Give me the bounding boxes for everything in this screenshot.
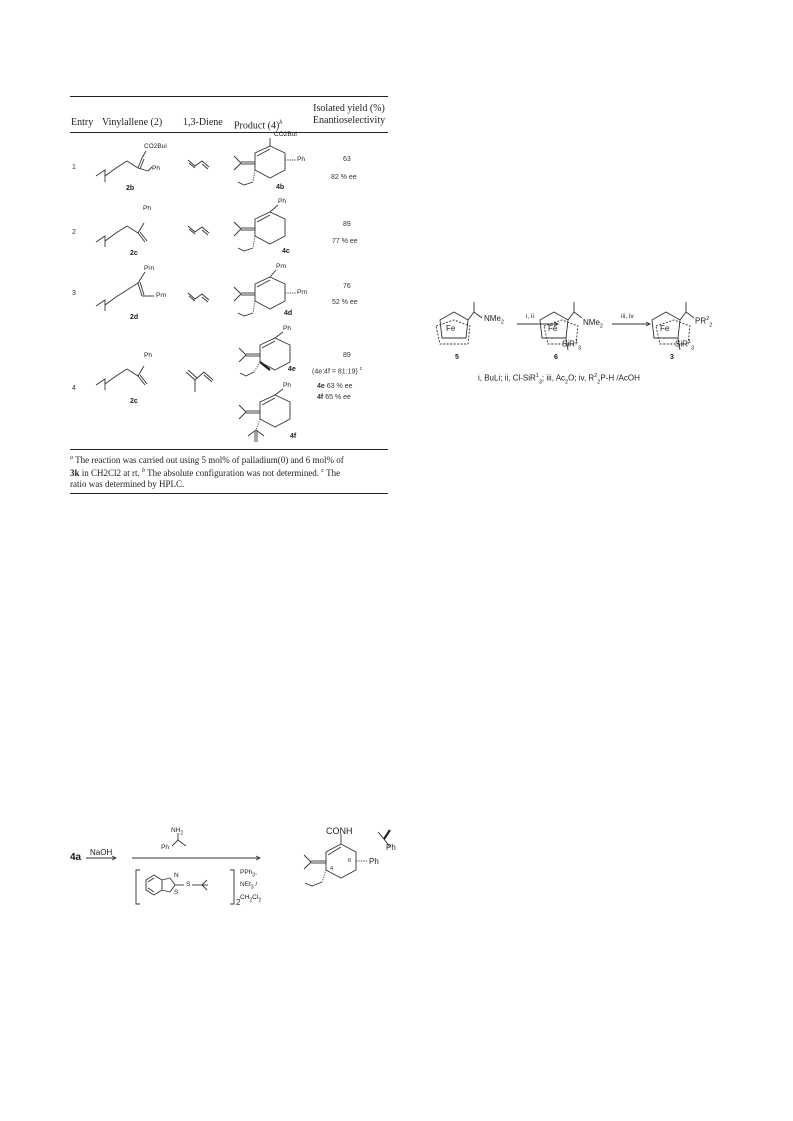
fe-label-6: Fe xyxy=(548,324,558,333)
reagents-right: PPh$_3$, NEt$_3$ / $CH_2Cl_2$ xyxy=(240,869,262,903)
header-diene: 1,3-Diene xyxy=(183,117,223,128)
nme2-label-5: NMe$_2$ xyxy=(484,314,504,326)
amine-nh2: $NH_2$ xyxy=(171,827,184,837)
entry-1: 1 xyxy=(72,164,76,171)
ee-3: 52 % ee xyxy=(332,299,358,306)
yield-4: 89 xyxy=(343,352,351,359)
ee-1: 82 % ee xyxy=(331,174,357,181)
pr2-label-3: $PR^2_2$ xyxy=(695,316,713,329)
butadiene-1 xyxy=(188,160,209,169)
amine-ph: Ph xyxy=(161,844,169,851)
arrow-1-label: i, ii xyxy=(526,313,534,320)
allene-2c-sub-top-a: Ph xyxy=(143,205,151,212)
product-4b-structure xyxy=(234,138,296,185)
product-ph-side: Ph xyxy=(369,857,379,866)
linker-s: S xyxy=(186,881,191,888)
sir-label-3: SiR$^1_3$ xyxy=(675,339,695,352)
allene-2b-sub-top: CO2Bui xyxy=(144,143,167,150)
product-4c-sub-top: Ph xyxy=(278,198,286,205)
reagent-naoh: NaOH xyxy=(90,848,113,857)
arrow-2-label: iii, iv xyxy=(621,313,634,320)
ratio-4: (4e:4f = 81:19) $^c$ xyxy=(312,366,363,376)
vinylallene-2c-structure-a xyxy=(96,223,147,247)
product-4b-sub-top: CO2Bui xyxy=(274,131,297,138)
product-4f-structure xyxy=(239,389,290,442)
entry-4: 4 xyxy=(72,385,76,392)
entry-3: 3 xyxy=(72,290,76,297)
yield-3: 76 xyxy=(343,283,351,290)
compound-label-2c-b: 2c xyxy=(130,398,138,405)
subscript-two: 2 xyxy=(236,898,241,907)
yield-2: 89 xyxy=(343,221,351,228)
ee-4f: 4f 65 % ee xyxy=(317,394,351,401)
footnote-line-1: $^a$ The reaction was carried out using 5 mol% of palladium(0) and 6 mol% of xyxy=(70,455,344,465)
compound-label-4c: 4c xyxy=(282,248,290,255)
fe-label-5: Fe xyxy=(446,324,456,333)
compound-label-2b: 2b xyxy=(126,185,135,192)
product-4b-sub-side: Ph xyxy=(297,156,305,163)
allene-2c-sub-top-b: Ph xyxy=(144,352,152,359)
allene-2d-sub-top: Prn xyxy=(144,265,155,272)
fe-label-3: Fe xyxy=(660,324,670,333)
vinylallene-2d-structure xyxy=(96,272,154,311)
header-vinylallene: Vinylallene (2) xyxy=(102,117,163,128)
compound-label-6: 6 xyxy=(554,354,558,361)
table-footnotes xyxy=(70,453,390,490)
ferrocene-5 xyxy=(436,302,482,344)
product-4e-structure xyxy=(239,332,290,376)
compound-label-4e: 4e xyxy=(288,366,296,373)
compound-label-4d: 4d xyxy=(284,310,293,317)
product-conh: CONH xyxy=(326,826,353,836)
footnote-line-3: ratio was determined by HPLC. xyxy=(70,479,185,489)
header-product: Product $(4)^b$ xyxy=(234,120,283,132)
butadiene-3 xyxy=(188,293,209,302)
footnote-line-2: 3k in CH2Cl2 at rt. $^b$ The absolute configuration was not determined. $^c$ The xyxy=(70,468,341,478)
ferrocene-scheme-structures xyxy=(420,298,740,368)
start-compound-4a: 4a xyxy=(70,852,82,863)
product-4d-sub-top: Prn xyxy=(276,263,287,270)
vinylallene-2b-structure xyxy=(96,151,152,182)
isoprene xyxy=(186,370,213,392)
locant-6: 6 xyxy=(348,858,352,864)
compound-label-5: 5 xyxy=(455,354,459,361)
allene-2d-sub-bottom: Prn xyxy=(156,292,167,299)
compound-label-4f: 4f xyxy=(290,433,297,440)
ee-4e: 4e 63 % ee xyxy=(317,383,353,390)
compound-label-2d: 2d xyxy=(130,314,139,321)
compound-label-4b: 4b xyxy=(276,184,285,191)
vinylallene-2c-structure-b xyxy=(96,366,147,390)
product-4f-sub-top: Ph xyxy=(283,382,291,389)
yield-1: 63 xyxy=(343,156,351,163)
benzothiazole-s: S xyxy=(174,889,179,896)
compound-label-2c-a: 2c xyxy=(130,250,138,257)
compound-label-3: 3 xyxy=(670,354,674,361)
benzothiazole-n: N xyxy=(174,872,179,879)
nme2-label-6: NMe$_2$ xyxy=(583,318,603,330)
butadiene-2 xyxy=(188,226,209,235)
allene-2b-sub-bottom: Ph xyxy=(152,165,160,172)
table-footnote-rule xyxy=(70,449,388,450)
product-ph-top: Ph xyxy=(386,843,396,852)
product-4e-sub-top: Ph xyxy=(283,325,291,332)
ee-2: 77 % ee xyxy=(332,238,358,245)
product-4c-structure xyxy=(234,205,285,251)
locant-4: 4 xyxy=(330,866,334,872)
sir-label-6: SiR$^1_3$ xyxy=(562,339,582,352)
header-entry: Entry xyxy=(71,117,94,128)
product-4d-sub-side: Prn xyxy=(297,289,308,296)
header-yield: Isolated yield (%) Enantioselectivity xyxy=(312,103,386,126)
ferrocene-conditions: i, BuLi; ii, Cl-SiR$^1_3$; iii, $Ac_2O$; iv, $R^2_2P-H$ /AcOH xyxy=(478,373,640,386)
table-bottom-rule xyxy=(70,493,388,494)
entry-2: 2 xyxy=(72,229,76,236)
